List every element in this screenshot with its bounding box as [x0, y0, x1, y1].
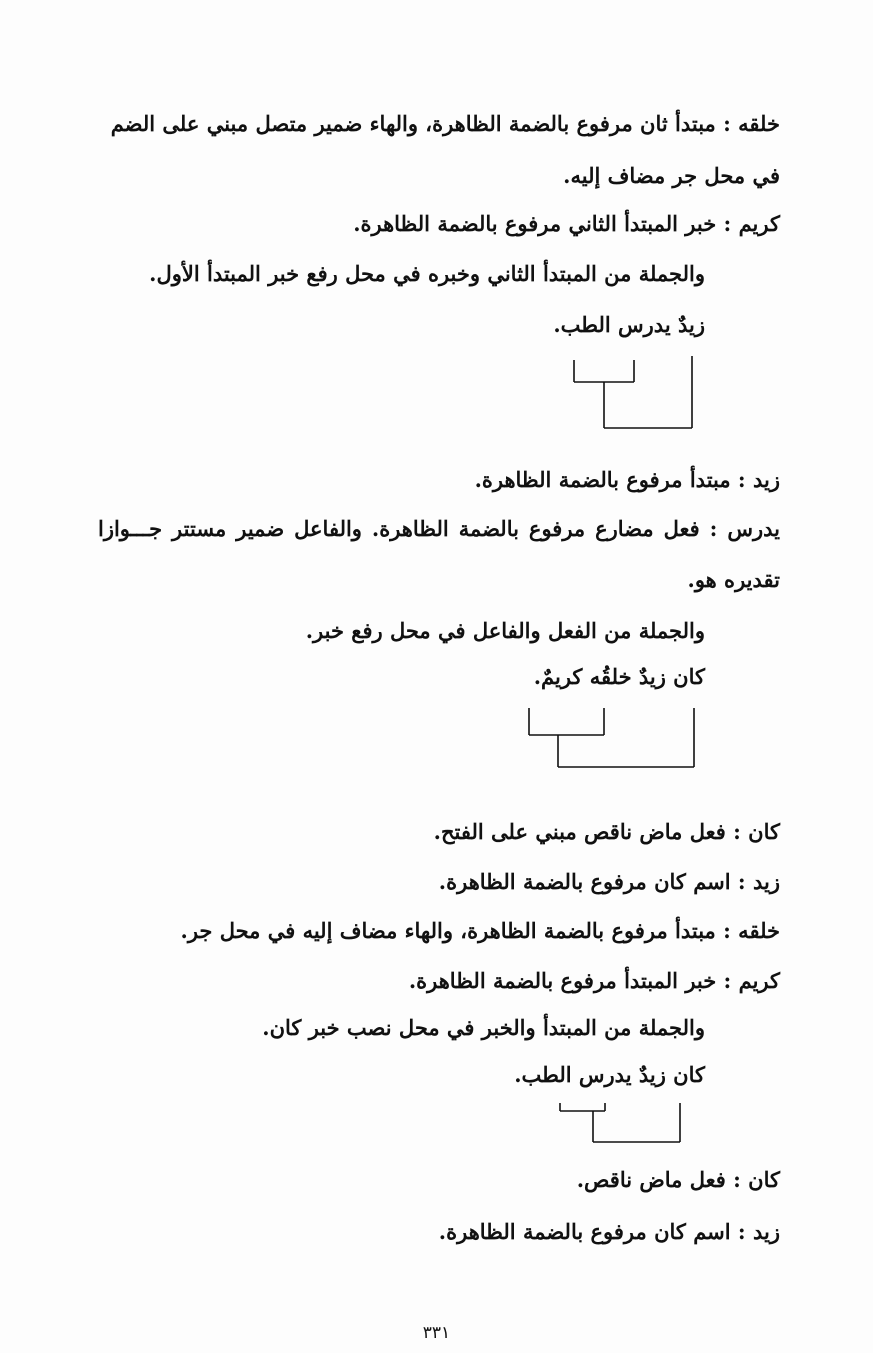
paragraph-zayd-analysis: زيد : مبتدأ مرفوع بالضمة الظاهرة. — [474, 467, 780, 492]
example-sentence-1: زيدٌ يدرس الطب. — [553, 312, 705, 337]
paragraph-kana-naqis-analysis: كان : فعل ماض ناقص. — [576, 1167, 780, 1192]
paragraph-karim-analysis: كريم : خبر المبتدأ الثاني مرفوع بالضمة الظاهرة. — [353, 211, 780, 236]
parse-bracket-diagram-3 — [550, 1095, 690, 1150]
paragraph-kana-ism-analysis: زيد : اسم كان مرفوع بالضمة الظاهرة. — [438, 869, 780, 894]
paragraph-khuluquh-analysis: خلقه : مبتدأ ثان مرفوع بالضمة الظاهرة، والهاء ضمير متصل مبني على الضم — [110, 111, 780, 136]
paragraph-khuluquh-mubtada-analysis: خلقه : مبتدأ مرفوع بالضمة الظاهرة، والهاء مضاف إليه في محل جر. — [180, 918, 780, 943]
paragraph-yadrus-continuation: تقديره هو. — [687, 567, 780, 592]
paragraph-nominal-sentence-role: والجملة من المبتدأ والخبر في محل نصب خبر كان. — [262, 1015, 705, 1040]
paragraph-sentence-role: والجملة من المبتدأ الثاني وخبره في محل رفع خبر المبتدأ الأول. — [149, 261, 705, 286]
page-number: ٣٣١ — [422, 1323, 451, 1343]
parse-bracket-diagram-1 — [560, 350, 700, 435]
paragraph-khuluquh-continuation: في محل جر مضاف إليه. — [563, 163, 780, 188]
example-sentence-3: كان زيدٌ يدرس الطب. — [514, 1062, 705, 1087]
paragraph-kana-ism-analysis-2: زيد : اسم كان مرفوع بالضمة الظاهرة. — [438, 1219, 780, 1244]
paragraph-yadrus-analysis: يدرس : فعل مضارع مرفوع بالضمة الظاهرة. والفاعل ضمير مستتر جـــوازا — [98, 516, 780, 541]
parse-bracket-diagram-2 — [520, 700, 710, 775]
paragraph-karim-khabar-analysis: كريم : خبر المبتدأ مرفوع بالضمة الظاهرة. — [408, 968, 780, 993]
paragraph-kana-analysis: كان : فعل ماض ناقص مبني على الفتح. — [433, 819, 780, 844]
paragraph-verbal-sentence-role: والجملة من الفعل والفاعل في محل رفع خبر. — [305, 618, 705, 643]
example-sentence-2: كان زيدٌ خلقُه كريمٌ. — [533, 664, 705, 689]
